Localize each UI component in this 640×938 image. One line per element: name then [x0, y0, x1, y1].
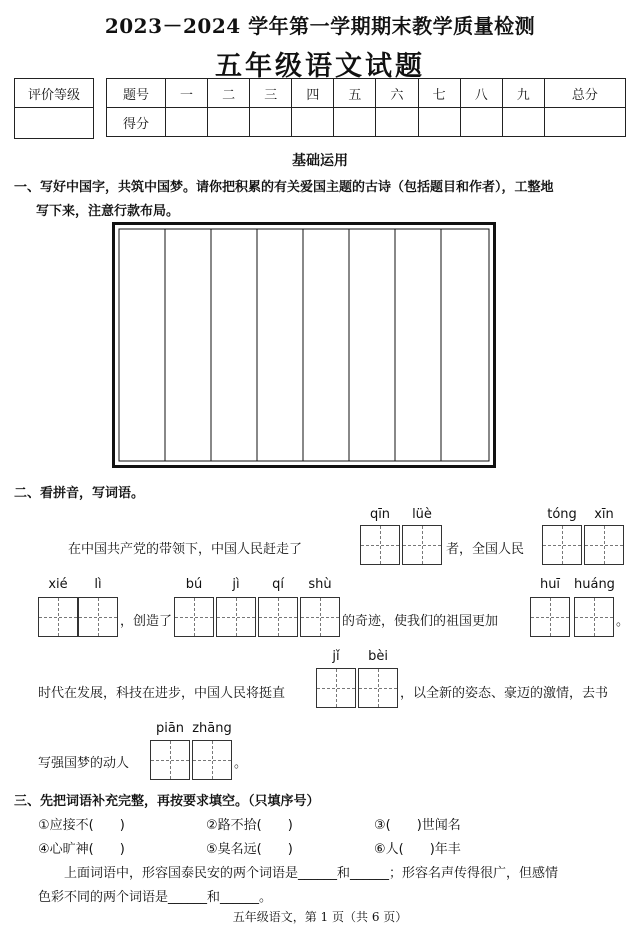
- pinyin-li: lì: [94, 577, 102, 592]
- q2-sentence-2-end: 。: [616, 614, 630, 629]
- char-box[interactable]: [216, 597, 256, 637]
- q1-prompt-line2: 写下来，注意行款布局。: [36, 204, 180, 219]
- pinyin-qi: qí: [272, 577, 284, 592]
- q2-sentence-1-cont: 者，全国人民: [446, 542, 525, 557]
- grade-table: [14, 78, 94, 139]
- q2-sentence-2b: 的奇迹，使我们的祖国更加: [342, 614, 499, 629]
- score-cell: [544, 108, 625, 137]
- q1-prompt-line1: 一、写好中国字，共筑中国梦。请你把积累的有关爱国主题的古诗（包括题目和作者），工整地: [14, 180, 554, 195]
- char-box[interactable]: [300, 597, 340, 637]
- score-col-7: 七: [418, 79, 460, 108]
- char-box[interactable]: [258, 597, 298, 637]
- score-col-3: 三: [250, 79, 292, 108]
- q3-item-4[interactable]: ④心旷神( ): [38, 842, 125, 857]
- q2-sentence-1: 在中国共产党的带领下，中国人民赶走了: [68, 542, 303, 557]
- char-box[interactable]: [358, 668, 398, 708]
- q3-item-3[interactable]: ③( )世闻名: [374, 818, 461, 833]
- q2-sentence-4: 写强国梦的动人: [38, 756, 130, 771]
- grade-cell: [15, 108, 94, 139]
- q2-sentence-3-cont: ，以全新的姿态、豪迈的激情，去书: [400, 686, 609, 701]
- page-footer: 五年级语文，第 1 页（共 6 页）: [232, 910, 408, 924]
- pinyin-huang: huáng: [574, 577, 615, 592]
- char-box[interactable]: [316, 668, 356, 708]
- score-cell: [208, 108, 250, 137]
- pinyin-tong: tóng: [547, 507, 577, 522]
- char-box[interactable]: [360, 525, 400, 565]
- q3-paragraph-line2: 色彩不同的两个词语是______和______。: [38, 890, 273, 905]
- q2-sentence-4-end: 。: [234, 756, 248, 771]
- pinyin-bu: bú: [185, 577, 203, 592]
- q2-sentence-3: 时代在发展，科技在进步，中国人民将挺直: [38, 686, 286, 701]
- char-box[interactable]: [574, 597, 614, 637]
- pinyin-hui: huī: [539, 577, 561, 592]
- score-col-1: 一: [166, 79, 208, 108]
- score-cell: [460, 108, 502, 137]
- score-cell: [376, 108, 418, 137]
- q3-item-2[interactable]: ②路不拾( ): [206, 818, 293, 833]
- score-row-label: 得分: [107, 108, 166, 137]
- pinyin-ji2: jǐ: [332, 649, 340, 664]
- pinyin-bei: bèi: [368, 649, 388, 664]
- score-cell: [334, 108, 376, 137]
- score-cell: [292, 108, 334, 137]
- q3-paragraph-line1: 上面词语中，形容国泰民安的两个词语是______和______；形容名声传得很广，但感情: [64, 866, 559, 881]
- exam-title-line1: 2023－2024 学年第一学期期末教学质量检测: [104, 14, 536, 38]
- score-cell: [250, 108, 292, 137]
- q3-item-1[interactable]: ①应接不( ): [38, 818, 125, 833]
- score-cell: [502, 108, 544, 137]
- char-box[interactable]: [542, 525, 582, 565]
- pinyin-ji: jì: [232, 577, 240, 592]
- q2-prompt: 二、看拼音，写词语。: [14, 486, 145, 501]
- pinyin-pian: piān: [155, 721, 185, 736]
- q2-sentence-2a: ，创造了: [120, 614, 173, 629]
- score-col-2: 二: [208, 79, 250, 108]
- q3-prompt: 三、先把词语补充完整，再按要求填空。（只填序号）: [14, 794, 320, 809]
- score-col-4: 四: [292, 79, 334, 108]
- score-cell: [418, 108, 460, 137]
- poem-writing-frame: [112, 222, 496, 468]
- char-box[interactable]: [530, 597, 570, 637]
- pinyin-xin: xīn: [594, 507, 614, 522]
- score-col-6: 六: [376, 79, 418, 108]
- score-col-5: 五: [334, 79, 376, 108]
- char-box[interactable]: [150, 740, 190, 780]
- score-header-label: 题号: [107, 79, 166, 108]
- score-table: [106, 78, 626, 137]
- char-box[interactable]: [78, 597, 118, 637]
- grade-label: 评价等级: [15, 79, 94, 108]
- char-box[interactable]: [192, 740, 232, 780]
- score-col-total: 总分: [544, 79, 625, 108]
- q3-item-5[interactable]: ⑤臭名远( ): [206, 842, 293, 857]
- char-box[interactable]: [584, 525, 624, 565]
- char-box[interactable]: [174, 597, 214, 637]
- score-col-8: 八: [460, 79, 502, 108]
- pinyin-lue: lüè: [412, 507, 432, 522]
- q3-item-6[interactable]: ⑥人( )年丰: [374, 842, 461, 857]
- pinyin-xie: xié: [48, 577, 68, 592]
- pinyin-zhang: zhāng: [192, 721, 232, 736]
- score-cell: [166, 108, 208, 137]
- score-col-9: 九: [502, 79, 544, 108]
- exam-title: 五年级语文试题: [215, 51, 425, 82]
- pinyin-qin: qīn: [369, 507, 391, 522]
- poem-writing-grid: [115, 225, 493, 465]
- pinyin-shu: shù: [308, 577, 332, 592]
- char-box[interactable]: [38, 597, 78, 637]
- char-box[interactable]: [402, 525, 442, 565]
- section-title: 基础运用: [292, 153, 348, 169]
